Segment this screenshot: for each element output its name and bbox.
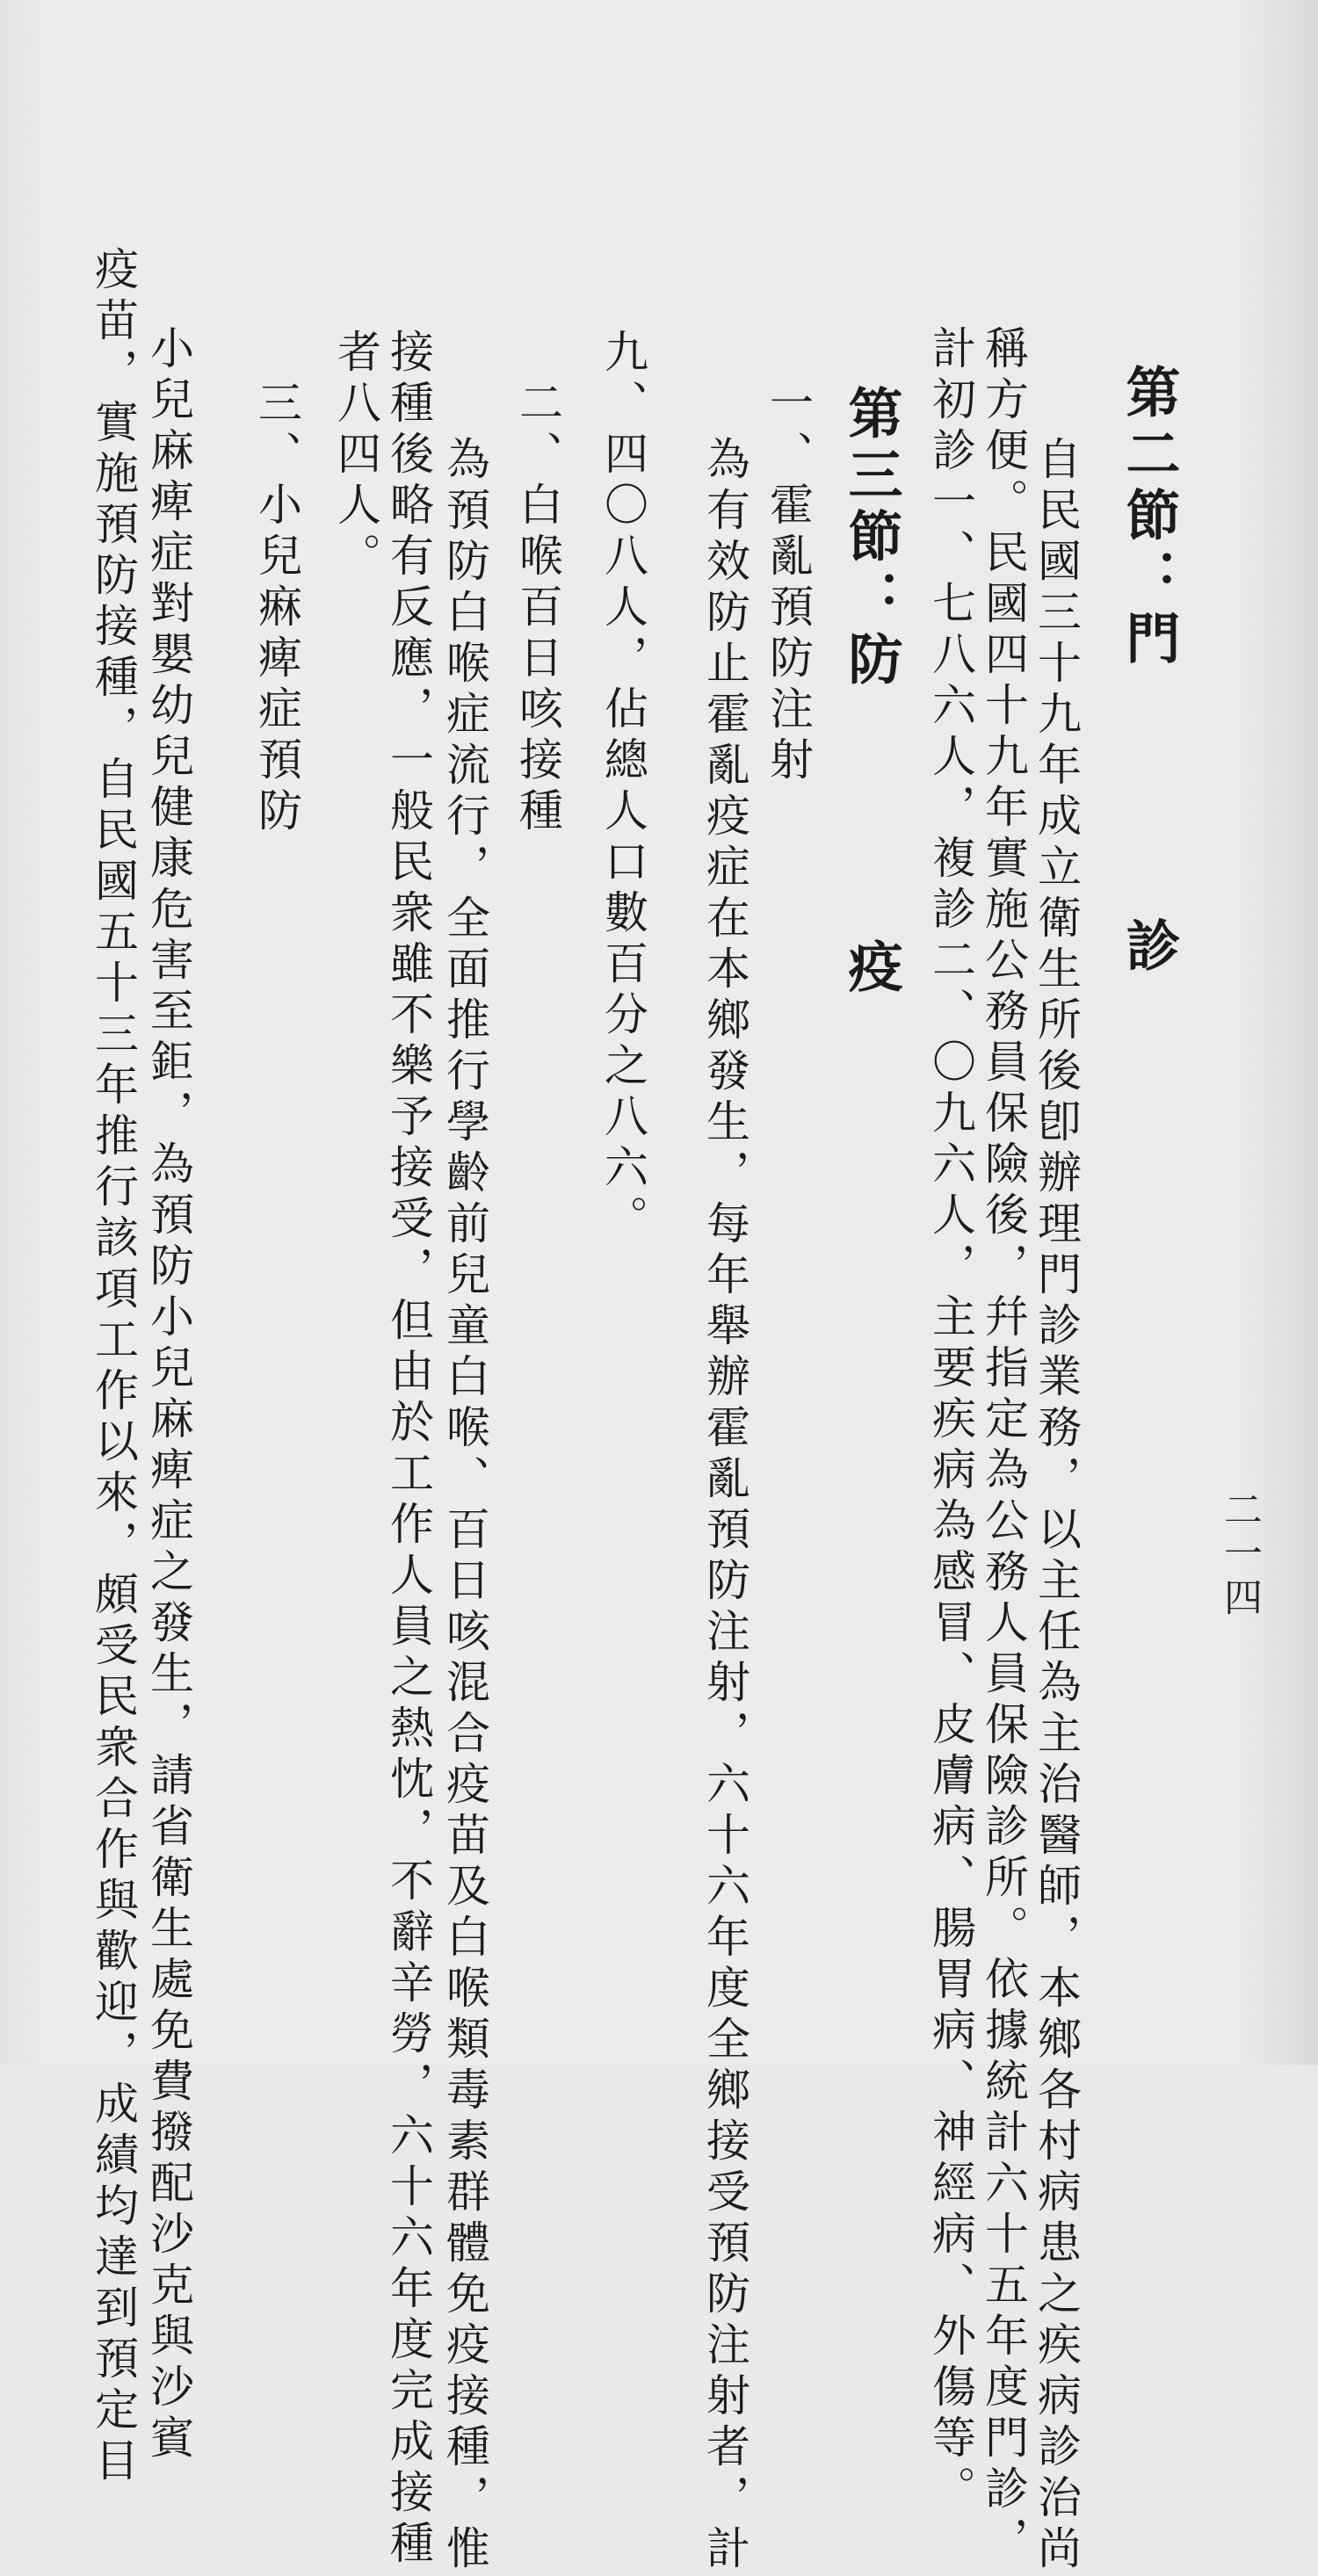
text-column: 自民國三十九年成立衛生所後卽辦理門診業務，以主任為主治醫師，本鄉各村病患之疾病診治尚: [1031, 436, 1082, 2576]
text-column: 為有效防止霍亂疫症在本鄉發生，每年舉辦霍亂預防注射，六十六年度全鄉接受預防注射者，計: [699, 436, 750, 2576]
page-number: 二一四: [1217, 1489, 1262, 1621]
text-column: 計初診一、七八六人，複診二、〇九六人，主要疾病為感冒、皮膚病、腸胃病、神經病、外傷等。: [925, 325, 976, 2516]
subsection-heading: 三、小兒痳痺症預防: [251, 380, 302, 838]
heading-tail: 診: [1117, 917, 1181, 979]
heading-main: 第二節：門: [1117, 364, 1181, 671]
text-column: 者八四人。: [330, 329, 381, 583]
text-column: 疫苗，實施預防接種，自民國五十三年推行該項工作以來，頗受民衆合作與歡迎，成績均達到預定目: [88, 246, 139, 2488]
text-column: 小兒麻痺症對嬰幼兒健康危害至鉅，為預防小兒麻痺症之發生，請省衛生處免費撥配沙克與沙賓: [143, 325, 194, 2465]
text-column: 九、四〇八人，佔總人口數百分之八六。: [597, 329, 648, 1246]
section-heading-clinic: [1117, 364, 1181, 979]
subsection-heading: 二、白喉百日咳接種: [512, 380, 563, 838]
text-column: 為預防白喉症流行，全面推行學齡前兒童白喉、百日咳混合疫苗及白喉類毒素群體免疫接種，惟: [439, 436, 490, 2576]
section-heading-epidemic: [839, 385, 903, 1000]
subsection-heading: 一、霍亂預防注射: [763, 380, 814, 787]
text-column: 接種後略有反應，一般民衆雖不樂予接受，但由於工作人員之熱忱，不辭辛勞，六十六年度完成接種: [383, 329, 434, 2571]
text-column: 稱方便。民國四十九年實施公務員保險後，幷指定為公務人員保險診所。依據統計六十五年度門診，: [978, 325, 1029, 2567]
heading-tail: 疫: [839, 938, 903, 1000]
heading-main: 第三節：防: [839, 385, 903, 692]
